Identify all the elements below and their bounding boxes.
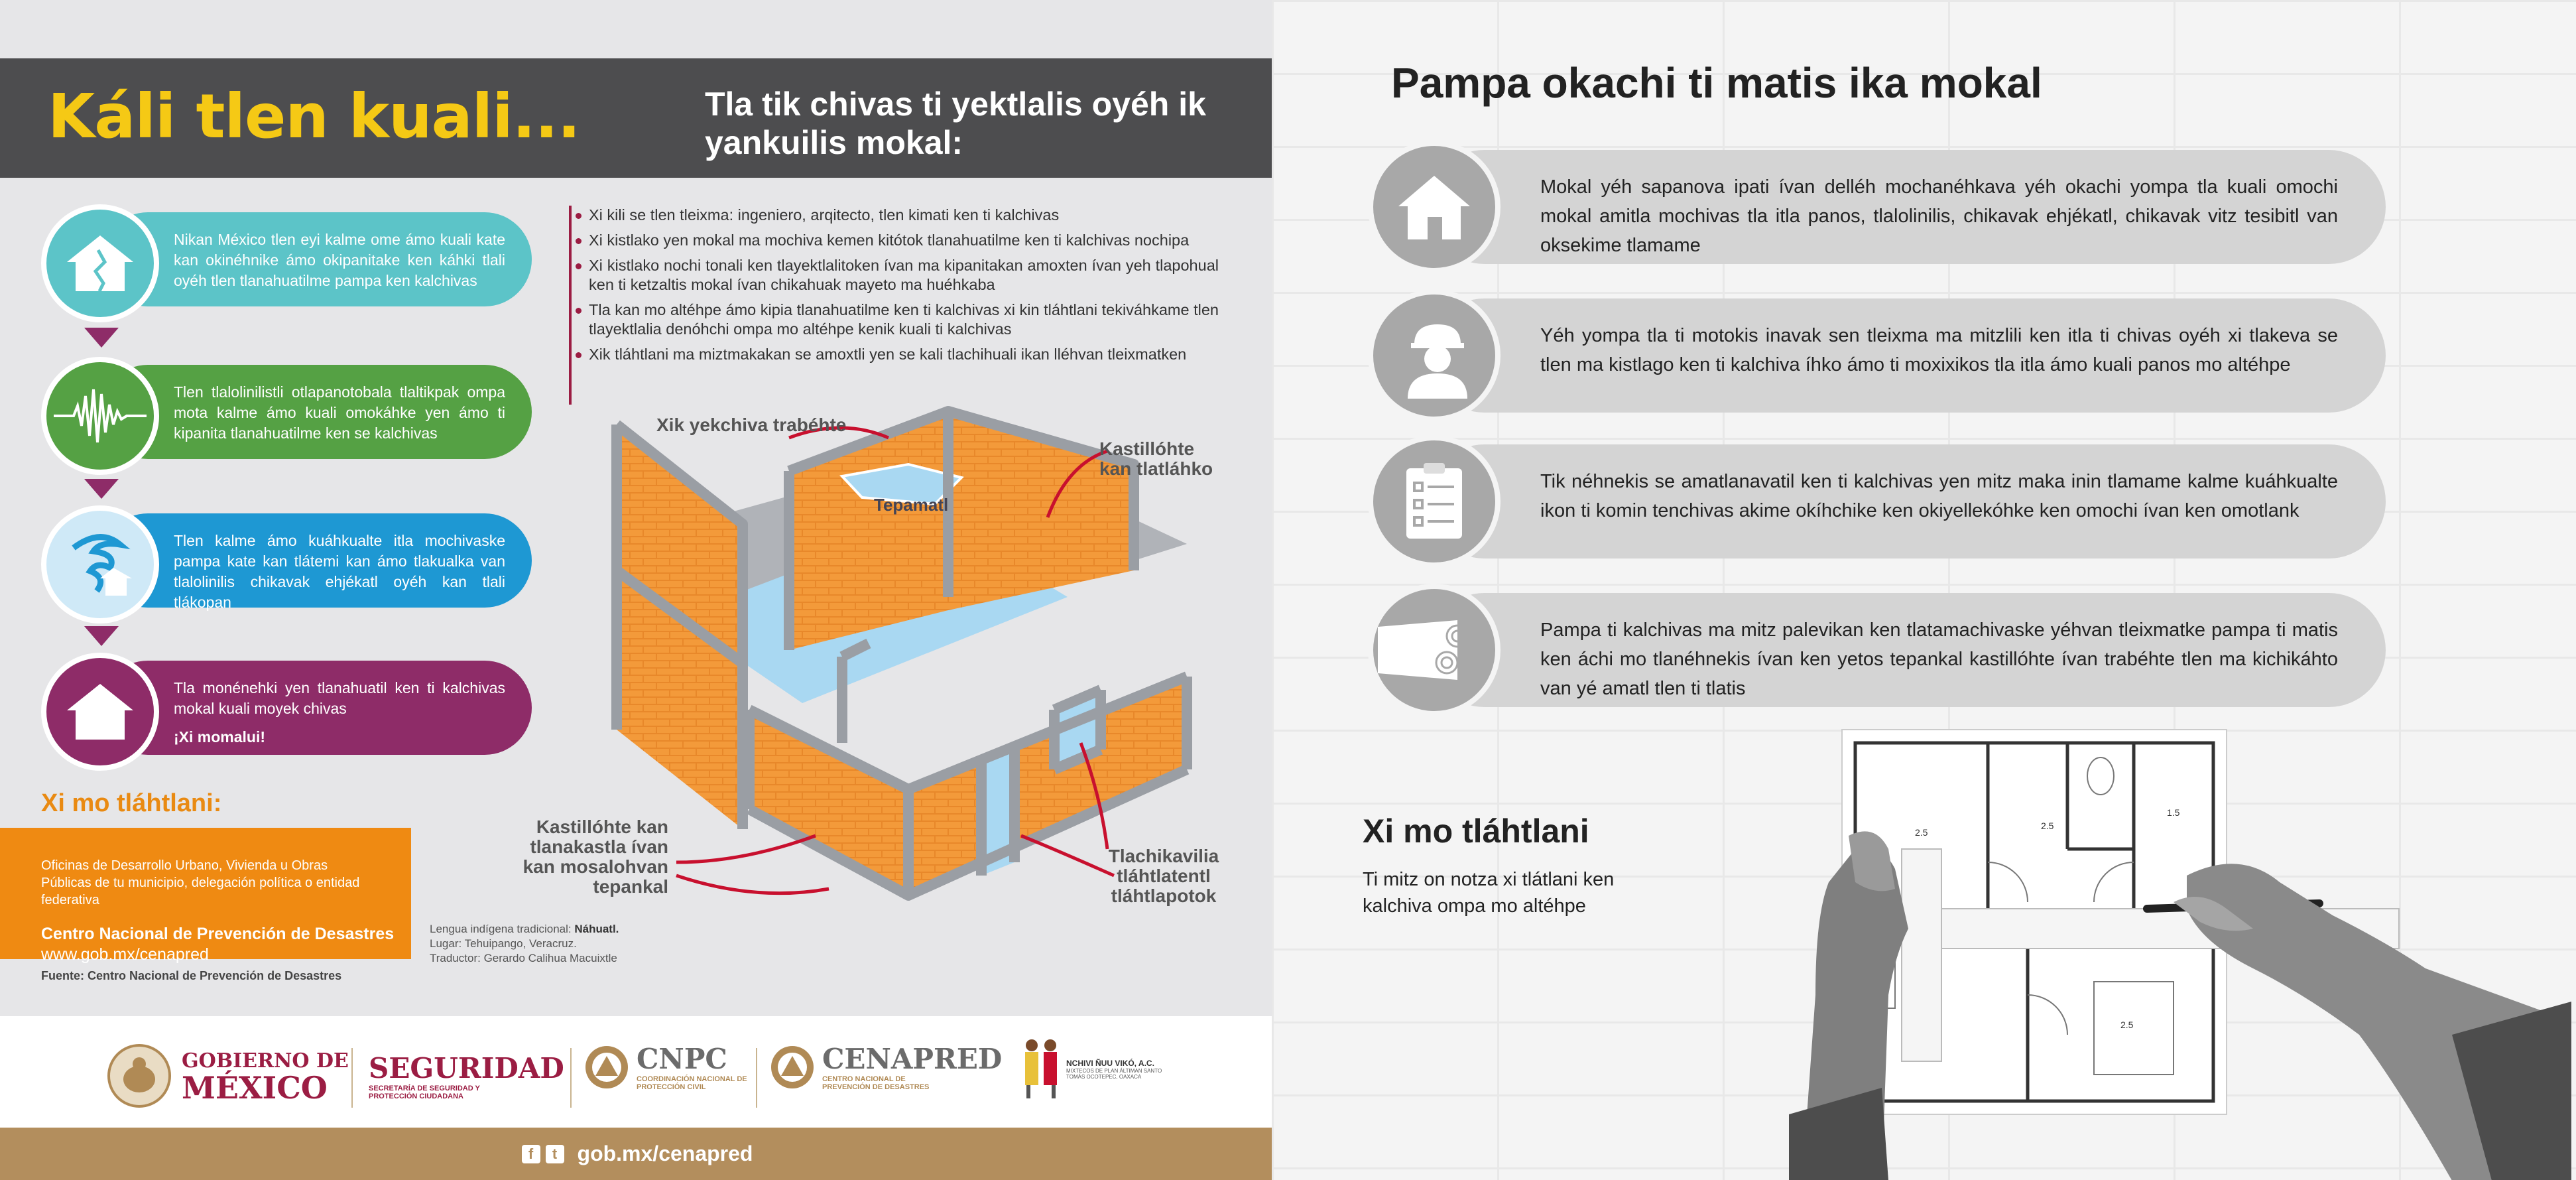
checklist-icon — [1368, 435, 1501, 568]
info-item-2-text: Yéh yompa tla ti motokis inavak sen tleixma ma mitzlili ken itla ti chivas oyéh xi tlakeva se tlen ma kistlago ken ti kalchiva íhko ámo ti moxixikos tla itla ámo kuali panos mo altéhpe — [1428, 298, 2386, 413]
cenapred-icon — [769, 1044, 816, 1090]
people-icon — [1021, 1036, 1061, 1102]
list-item: Xi kistlako yen mokal ma mochiva kemen kitótok tlanahuatilme ken ti kalchivas nochipa — [589, 231, 1219, 250]
nchivi-logo — [1021, 1036, 1166, 1102]
place-credit: Lugar: Tehuipango, Veracruz. — [430, 937, 577, 950]
step-4-pill — [101, 661, 532, 755]
cenapred-logo — [769, 1043, 1002, 1091]
label-reinforcement: Tlachikavilia tláhtlatentl tláhtlapotok — [1108, 846, 1219, 906]
facebook-icon[interactable]: f — [522, 1145, 540, 1163]
ask-title: Xi mo tláhtlani: — [41, 789, 222, 817]
contact-offices: Oficinas de Desarrollo Urbano, Vivienda u Obras Públicas de tu municipio, delegación política o entidad federativa — [41, 858, 360, 907]
step-4-text: Tla monénehki yen tlanahuatil ken ti kalchivas mokal kuali moyek chivas — [174, 679, 505, 717]
contact-url[interactable]: www.gob.mx/cenapred — [41, 945, 209, 964]
nchivi-title: NCHIVI ÑUU VIKÓ, A.C. — [1066, 1059, 1154, 1068]
seguridad-subtitle: SECRETARÍA DE SEGURIDAD Y PROTECCIÓN CIUDADANA — [369, 1084, 480, 1100]
info-item-2 — [1368, 289, 2386, 422]
info-item-4 — [1368, 584, 2386, 716]
gobierno-line1: GOBIERNO DE — [182, 1049, 349, 1073]
twitter-icon[interactable]: t — [546, 1145, 564, 1163]
info-item-3 — [1368, 435, 2386, 568]
info-item-3-text: Tik néhnekis se amatlanavatil ken ti kalchivas yen mitz maka inin tlamame kalme kuáhkualte ikon ti komin tenchivas akime okíhchike ken okiyellekóhke ken omochi ívan ken omotlank — [1428, 444, 2386, 558]
language-label: Lengua indígena tradicional: — [430, 923, 575, 935]
hurricane-icon — [41, 505, 159, 623]
right-ask-title: Xi mo tláhtlani — [1363, 813, 1589, 850]
cenapred-subtitle: CENTRO NACIONAL DE PREVENCIÓN DE DESASTRES — [822, 1075, 930, 1091]
gobierno-logo — [106, 1043, 349, 1109]
list-item: Xik tláhtlani ma miztmakakan se amoxtli yen se kali tlachihuali ikan lléhvan tleixmatken — [589, 345, 1219, 364]
rebar-icon — [1368, 584, 1501, 716]
right-ask-text: Ti mitz on notza xi tlátlani ken kalchiva ompa mo altéhpe — [1363, 869, 1615, 917]
cnpc-title: CNPC — [637, 1043, 727, 1075]
footer-url[interactable]: gob.mx/cenapred — [577, 1142, 753, 1165]
label-column-top: Kastillóhte kan tlatláhko — [1099, 438, 1213, 479]
list-item: Xi kili se tlen tleixma: ingeniero, arqitecto, tlen kimati ken ti kalchivas — [589, 206, 1219, 225]
arrow-down-icon — [84, 328, 119, 348]
language-value: Náhuatl. — [574, 923, 619, 935]
seguridad-title: SEGURIDAD — [369, 1052, 564, 1084]
plan-dimension: 2.5 — [2120, 1019, 2134, 1030]
label-beam: Xik yekchiva trabéhte — [656, 415, 847, 435]
divider — [570, 1048, 572, 1108]
plan-dimension: 2.5 — [2041, 820, 2054, 831]
left-panel — [0, 0, 1272, 1180]
cnpc-logo — [583, 1043, 749, 1091]
main-title: Káli tlen kuali... — [48, 81, 580, 152]
house-icon — [41, 653, 159, 771]
step-1 — [41, 204, 532, 314]
step-4-emphasis: ¡Xi momalui! — [174, 728, 266, 746]
contact-box — [0, 828, 411, 964]
arrow-down-icon — [84, 626, 119, 646]
step-4 — [41, 653, 532, 763]
translator-credit: Traductor: Gerardo Calihua Macuixtle — [430, 952, 617, 964]
cnpc-subtitle: COORDINACIÓN NACIONAL DE PROTECCIÓN CIVIL — [637, 1075, 747, 1091]
floor-plan-illustration — [1789, 716, 2571, 1180]
plan-dimension: 1.5 — [2167, 807, 2180, 818]
info-item-1-text: Mokal yéh sapanova ipati ívan delléh mochanéhkava yéh okachi yompa tla kuali omochi mokal amitla mochivas tla itla panos, tlalolinilis, chikavak ehjékatl, chikavak vitz tesibitl van oksekime tlamame — [1428, 150, 2386, 264]
step-2 — [41, 357, 532, 467]
label-ceiling: Tepamatl — [874, 495, 949, 515]
nchivi-subtitle: MIXTECOS DE PLAN ÁLTIMAN SANTO TOMÁS OCOTEPEC, OAXACA — [1066, 1068, 1162, 1080]
subtitle: Tla tik chivas ti yektlalis oyéh ik yankuilis mokal: — [705, 86, 1206, 161]
cenapred-title: CENAPRED — [822, 1043, 1003, 1075]
engineer-icon — [1368, 289, 1501, 422]
coat-of-arms-icon — [106, 1043, 172, 1109]
right-title: Pampa okachi ti matis ika mokal — [1391, 59, 2042, 107]
footer-bar — [0, 1128, 1272, 1180]
plan-dimension: 2.5 — [1915, 827, 1928, 838]
cracked-house-icon — [41, 204, 159, 322]
step-2-text: Tlen tlalolinilistli otlapanotobala tlaltikpak ompa mota kalme ámo kuali omokáhke yen ámo ti kipanita tlanahuatilme ken se kalchivas — [101, 365, 532, 459]
recommendation-list — [569, 206, 1219, 405]
seguridad-logo — [369, 1052, 564, 1100]
label-column-bottom: Kastillóhte kan tlanakastla ívan kan mosalohvan tepankal — [522, 817, 668, 897]
list-item: Tla kan mo altéhpe ámo kipia tlanahuatilme ken ti kalchivas xi kin tláhtlani tekiváhkame tlen tlayektlalia denóhchi ompa mo altéhpe kenik kuali ti kalchivas — [589, 301, 1219, 338]
right-panel — [1272, 0, 2576, 1180]
step-1-text: Nikan México tlen eyi kalme ome ámo kuali kate kan okinéhnike ámo okipanitake ken káhki tlali oyéh tlen tlanahuatilme pampa ken kalchivas — [101, 212, 532, 306]
arrow-down-icon — [84, 479, 119, 499]
step-3 — [41, 505, 532, 616]
divider — [756, 1048, 757, 1108]
contact-center: Centro Nacional de Prevención de Desastres — [41, 925, 395, 943]
civil-protection-icon — [583, 1044, 630, 1090]
divider — [351, 1048, 353, 1108]
step-3-text: Tlen kalme ámo kuáhkualte itla mochivaske pampa kate kan tlátemi kan ámo tlakualka van tlalolinilis chikavak ehjékatl oyéh kan tlali tlákopan — [101, 513, 532, 608]
info-item-1 — [1368, 141, 2386, 273]
seismograph-icon — [41, 357, 159, 475]
source-note: Fuente: Centro Nacional de Prevención de Desastres — [41, 969, 342, 982]
gobierno-line2: MÉXICO — [182, 1069, 328, 1106]
house-icon — [1368, 141, 1501, 273]
info-item-4-text: Pampa ti kalchivas ma mitz palevikan ken tlatamachivaske yéhvan tleixmatke pampa ti matis ken áchi mo tlanéhnekis ívan ken yetos tepankal kastillóhte ívan trabéhte tlen ma kichikáhto van yé amatl tlen ti tlatis — [1428, 593, 2386, 707]
list-item: Xi kistlako nochi tonali ken tlayektlalitoken ívan ma kipanitakan amoxten ívan yeh tlapohual ken ti ketzaltis mokal ívan chikahuak mayeto ma huéhkaba — [589, 257, 1219, 293]
